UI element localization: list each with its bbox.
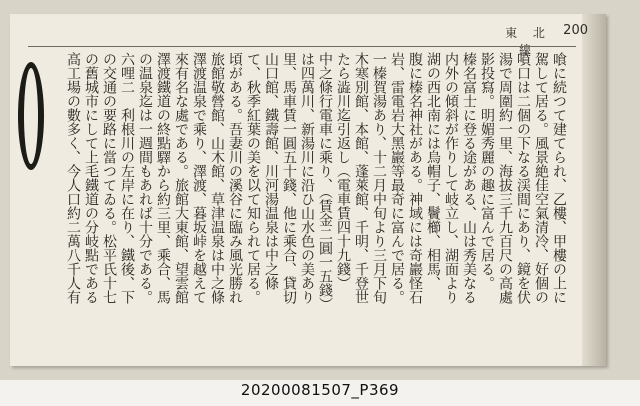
text-column: たら澁川迄引返し（電車賃四十九錢） <box>335 52 351 290</box>
text-column: 湖の西北南には烏帽子、鬢櫛、相馬、 <box>425 52 441 290</box>
text-column: 喰に続つて建てられ、乙樓、甲樓の上に <box>551 52 567 304</box>
text-column: 高工場の數多く、今人口約二萬八千人有 <box>65 52 81 304</box>
text-column: て、秋季紅葉の美を以て知られて居る。 <box>245 52 261 304</box>
text-column: 駕して居る。風景絶佳空氣清冷、好個の <box>533 52 549 304</box>
text-column: 來有名な處である。旅館大東館、望雲館 <box>173 52 189 304</box>
text-column: 旅館敬營館、山木館、草津温泉は中之條 <box>209 52 225 304</box>
text-column: 湯で周圍約一里、海拔三千九百尺の高處 <box>497 52 513 304</box>
archive-caption: 20200081507_P369 <box>240 381 400 399</box>
text-column: 澤渡鐵道の終點驛から約三里、乘合、馬 <box>155 52 171 304</box>
text-column: の交通の要路に當つてゐる。松平氏十七 <box>101 52 117 304</box>
text-column: 六哩二 利根川の左岸に在り、鐵後、下 <box>119 52 135 304</box>
text-column: 頃がある。吾妻川の溪谷に臨み風光勝れ <box>227 52 243 304</box>
text-column: は四萬川、新湯川に沿ひ山水色の美あり <box>299 52 315 304</box>
text-column: 木寒別館、本館、蓬萊館、千明、千登世 <box>353 52 369 304</box>
text-column: 岩、雷電岩大黑巖等最奇に富んで居る。 <box>389 52 405 304</box>
book-spine-shadow <box>582 14 606 366</box>
text-column: 噴口は二個の下なる渓間にあり、鏡を伏 <box>515 52 531 304</box>
binder-ring-mark <box>18 62 44 170</box>
text-column: 一榛賀湯あり、十二月中旬より三月下旬 <box>371 52 387 304</box>
page-number: 200 <box>563 23 588 38</box>
text-column: 里、馬車賃一圓五十錢、他に乘合、貸切 <box>281 52 297 304</box>
text-column: 内外の傾斜が作りして岐立し、湖面より <box>443 52 459 304</box>
header-rule <box>28 46 576 47</box>
text-column: 榛名富士に登る途がある、山は秀美なる <box>461 52 477 304</box>
text-column: の温泉迄は一週間もあれば十分である。 <box>137 52 153 304</box>
text-column: 中之條行電車に乘り、（賃金二圓一五錢） <box>317 52 333 311</box>
text-column: の舊城市にして上毛鐵道の分岐點である <box>83 52 99 304</box>
text-column: 山口館、鐵壽館、川河湯温泉は中之條 <box>263 52 279 290</box>
text-column: 澤渡温泉で乘り、澤渡、暮坂峠を越えて <box>191 52 207 304</box>
vertical-text-body <box>64 52 568 356</box>
text-column: 影投寫。明媚秀麗の趣に富んで居る。 <box>479 52 495 290</box>
running-header-section: 東 北 線 <box>505 26 551 57</box>
book-page <box>10 14 606 366</box>
text-column: 腹に榛名神社がある。神域には奇巖怪石 <box>407 52 423 304</box>
